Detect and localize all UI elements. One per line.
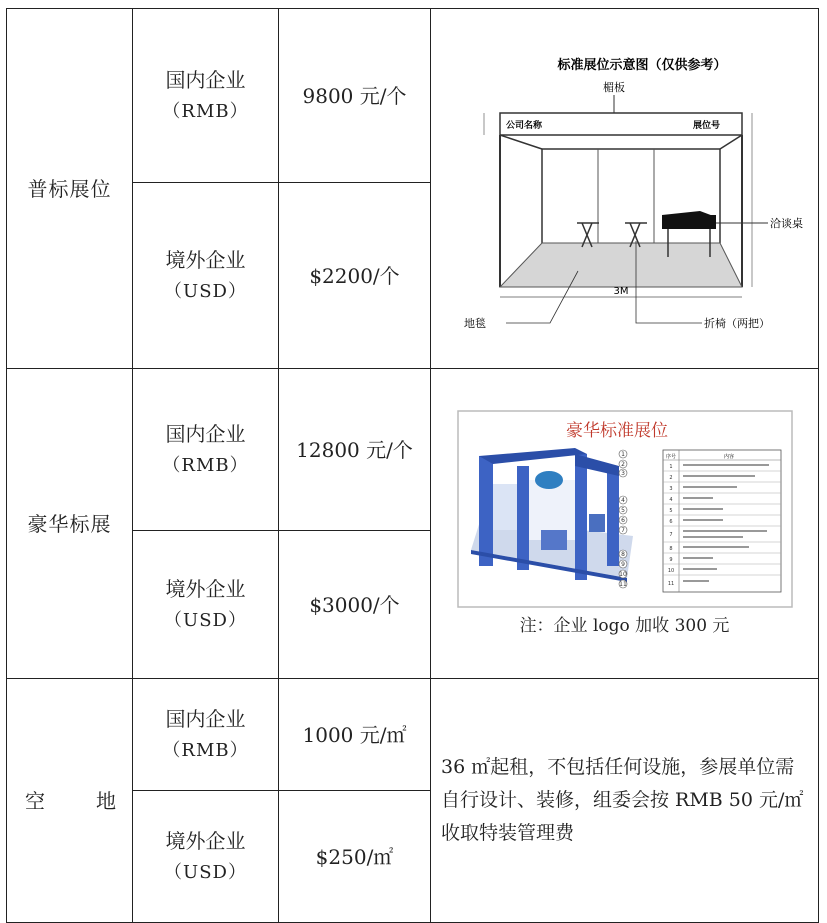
foreign-company-cell — [133, 791, 279, 923]
category-char: 空 — [25, 788, 45, 813]
legend-row-number: 7 — [668, 531, 673, 538]
svg-text:2: 2 — [620, 460, 625, 468]
currency-label: （RMB） — [162, 454, 249, 476]
company-type-label: 境外企业 — [165, 576, 246, 601]
foreign-company-cell — [133, 531, 279, 679]
carpet-label: 地毯 — [463, 317, 486, 330]
currency-label: （USD） — [164, 861, 247, 883]
legend-row-number: 8 — [668, 545, 673, 552]
fascia-label: 楣板 — [602, 81, 625, 94]
category-standard-booth: 普标展位 — [7, 9, 133, 369]
chairs-label: 折椅（两把） — [703, 317, 770, 330]
domestic-company-cell — [133, 369, 279, 531]
legend-header-content: 内容 — [723, 453, 734, 460]
luxury-booth-diagram — [457, 410, 793, 608]
svg-text:1: 1 — [620, 450, 625, 458]
legend-row-number: 6 — [668, 518, 673, 525]
price-value: 1000 元/㎡ — [279, 679, 431, 791]
company-type-label: 国内企业 — [165, 706, 246, 731]
width-label: 3M — [613, 286, 628, 297]
price-value: 12800 元/个 — [279, 369, 431, 531]
legend-row-number: 1 — [668, 463, 673, 470]
legend-header-number: 序号 — [665, 453, 676, 460]
luxury-booth-diagram-cell — [431, 369, 819, 679]
table-label: 洽谈桌 — [769, 217, 803, 230]
booth-price-table — [6, 8, 819, 923]
currency-label: （RMB） — [162, 739, 249, 761]
svg-text:6: 6 — [620, 516, 625, 524]
company-type-label: 国内企业 — [165, 421, 246, 446]
legend-row-number: 5 — [668, 507, 673, 514]
price-value: $3000/个 — [279, 531, 431, 679]
legend-row-number: 9 — [668, 556, 673, 563]
company-name-label: 公司名称 — [505, 121, 542, 131]
legend-row-number: 11 — [667, 580, 674, 587]
foreign-company-cell — [133, 183, 279, 369]
currency-label: （USD） — [164, 609, 247, 631]
svg-text:5: 5 — [620, 506, 625, 514]
standard-booth-diagram — [432, 11, 818, 357]
standard-booth-diagram-cell — [431, 9, 819, 369]
luxury-diagram-title: 豪华标准展位 — [565, 420, 668, 441]
booth-number-label: 展位号 — [692, 121, 720, 131]
category-raw-space — [7, 679, 133, 923]
luxury-legend-table — [663, 450, 781, 592]
svg-text:8: 8 — [620, 550, 625, 558]
currency-label: （RMB） — [162, 100, 249, 122]
legend-row-number: 4 — [668, 496, 673, 503]
domestic-company-cell — [133, 679, 279, 791]
company-type-label: 国内企业 — [165, 67, 246, 92]
legend-row-number: 3 — [668, 485, 673, 492]
logo-surcharge-note: 注：企业 logo 加收 300 元 — [519, 615, 730, 636]
svg-text:4: 4 — [620, 496, 625, 504]
raw-space-description: 36 ㎡起租，不包括任何设施，参展单位需自行设计、装修，组委会按 RMB 50 元/㎡收取特装管理费 — [431, 679, 819, 923]
category-char: 地 — [96, 788, 116, 813]
currency-label: （USD） — [164, 280, 247, 302]
price-value: $250/㎡ — [279, 791, 431, 923]
company-type-label: 境外企业 — [165, 828, 246, 853]
svg-text:9: 9 — [620, 560, 625, 568]
diagram-title: 标准展位示意图（仅供参考） — [556, 58, 727, 73]
legend-row-number: 10 — [667, 567, 674, 574]
category-luxury-booth: 豪华标展 — [7, 369, 133, 679]
svg-text:11: 11 — [618, 580, 627, 588]
company-type-label: 境外企业 — [165, 247, 246, 272]
domestic-company-cell — [133, 9, 279, 183]
price-value: $2200/个 — [279, 183, 431, 369]
svg-text:3: 3 — [620, 469, 625, 477]
svg-text:7: 7 — [620, 526, 625, 534]
svg-text:10: 10 — [618, 570, 627, 578]
legend-row-number: 2 — [668, 474, 673, 481]
price-value: 9800 元/个 — [279, 9, 431, 183]
